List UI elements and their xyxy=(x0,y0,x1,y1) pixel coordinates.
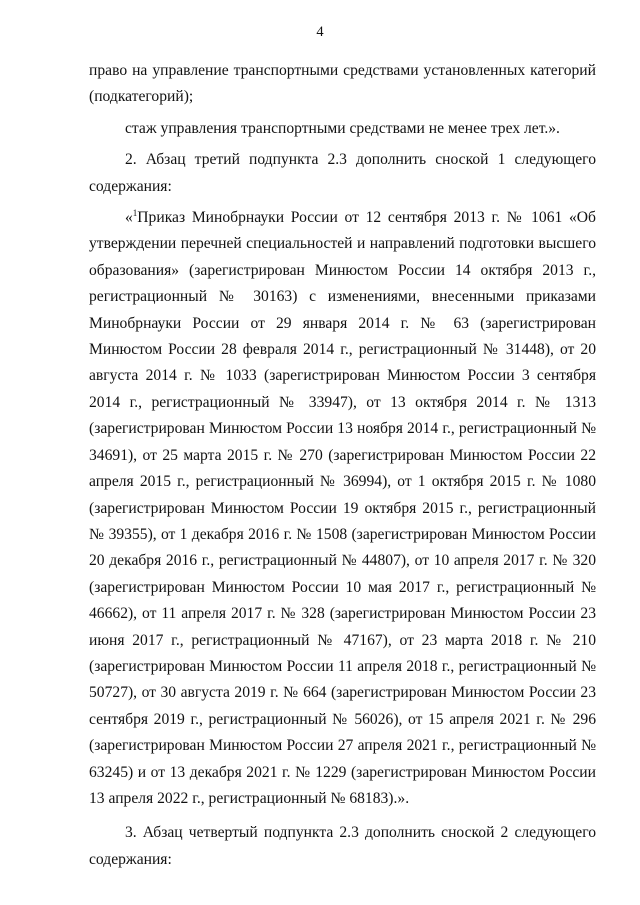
page-number: 4 xyxy=(316,24,324,40)
opening-quote: « xyxy=(125,209,133,227)
footnote-marker: 1 xyxy=(132,208,138,219)
paragraph-footnote-1-text xyxy=(89,205,596,812)
paragraph-driving-rights: право на управление транспортными средствами установленных категорий (подкатегорий); xyxy=(89,62,596,106)
document-body xyxy=(89,58,596,873)
paragraph-amendment-3: 3. Абзац четвертый подпункта 2.3 дополнить сноской 2 следующего содержания: xyxy=(89,824,596,868)
paragraph-driving-experience: стаж управления транспортными средствами не менее трех лет.». xyxy=(125,119,560,137)
paragraph-amendment-2: 2. Абзац третий подпункта 2.3 дополнить сноской 1 следующего содержания: xyxy=(89,151,596,195)
footnote-content: Приказ Минобрнауки России от 12 сентября 2013 г. № 1061 «Об утверждении перечней специальностей и направлений подготовки высшего образования» (зарегистрирован Минюстом России 14 октября 2013 г., регистрационный № 30163) с изменениями, внесенными приказами Минобрнауки России от 29 января 2014 г. № 63 (зарегистрирован Минюстом России 28 февраля 2014 г., регистрационный № 31448), от 20 августа 2014 г. № 1033 (зарегистрирован Минюстом России 3 сентября 2014 г., регистрационный № 33947), от 13 октября 2014 г. № 1313 (зарегистрирован Минюстом России 13 ноября 2014 г., регистрационный № 34691), от 25 марта 2015 г. № 270 (зарегистрирован Минюстом России 22 апреля 2015 г., регистрационный № 36994), от 1 октября 2015 г. № 1080 (зарегистрирован Минюстом России 19 октября 2015 г., регистрационный № 39355), от 1 декабря 2016 г. № 1508 (зарегистрирован Минюстом России 20 декабря 2016 г., регистрационный № 44807), от 10 апреля 2017 г. № 320 (зарегистрирован Минюстом России 10 мая 2017 г., регистрационный № 46662), от 11 апреля 2017 г. № 328 (зарегистрирован Минюстом России 23 июня 2017 г., регистрационный № 47167), от 23 марта 2018 г. № 210 (зарегистрирован Минюстом России 11 апреля 2018 г., регистрационный № 50727), от 30 августа 2019 г. № 664 (зарегистрирован Минюстом России 23 сентября 2019 г., регистрационный № 56026), от 15 апреля 2021 г. № 296 (зарегистрирован Минюстом России 27 апреля 2021 г., регистрационный № 63245) и от 13 декабря 2021 г. № 1229 (зарегистрирован Минюстом России 13 апреля 2022 г., регистрационный № 68183).». xyxy=(89,209,596,807)
